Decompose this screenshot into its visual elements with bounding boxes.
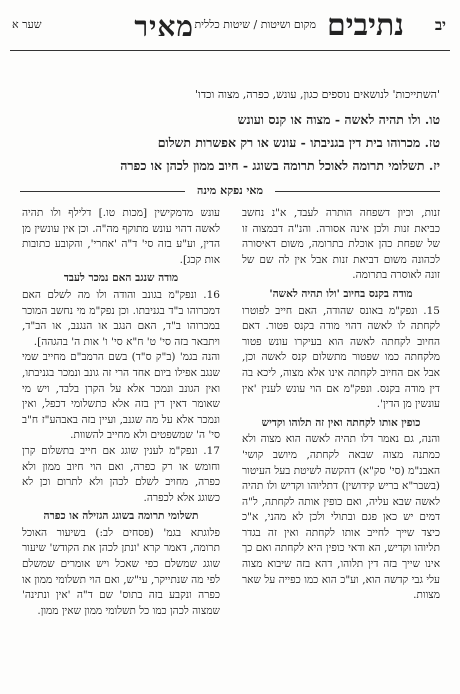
paragraph: והנה בגמ' (ב"ק ס"ד) בשם הרמב"ם מחייב שמי שנגב אפילו ביום אחד הרי זה גונב ונמכר בגניבתו, ואין הגונב ונמכר אלא על הקרן בלבד, ויש מי שאומר דאין דין בזה אלא כתשלומי דכפל, ואין ונמכר אלא על מה שגנב, ועיין בזה באבהע"ז ח"ב סי' ה' שמשפטים ולא מחייב להשוות. [22,351,220,442]
list-item-16 [25,135,440,151]
list-item-15 [25,112,440,128]
paragraph: 15. ונפק"מ באונס שהודה, האם חייב לפוטרו לקחתה לו לאשה דהוי מודה בקנס פטור. דאם החיוב לקחתה לאשה הוא בעיקרו עונש פטור מלקחתה כמו שפטור מתשלום קנס לאשה וכן, אבל אם החיוב לקחתה אינו אלא מצוה, ליכא בה דין מודה בקנס. ונפק"מ אם הוי עונש לענין 'אין עונשין מן הדין'. [242,304,440,411]
list-number: יז. [428,158,440,173]
paragraph: עונש מדמקישין [מכות טו.] דלילף ולו תהיה לאשה דהוי עונש מתוקף מה"ה. וכן אין עונשין מן הדין, וע"ע בזה סי' ד"ה 'אחרי', והקובע כתובות אות קכג]. [22,207,220,266]
list-number: טו. [424,112,440,127]
left-column [22,206,220,619]
subsection-heading: מודה שנגב האם נמכר לעבד [63,272,179,285]
divider-title: מאי נפקא מינה [197,184,263,197]
subsection-heading: תשלומי תרומה בשוגג הגזילה או כפרה [43,510,199,523]
list-text: תשלומי תרומה לאוכל תרומה בשוגג - חיוב ממון לכהן או כפרה [120,158,425,173]
subsection-heading: מודה בקנס בחיוב 'ולו תהיה לאשה' [269,287,413,300]
list-text: ולו תהיה לאשה - מצוה או קנס ועונש [237,112,421,127]
divider-line-right [275,191,440,192]
right-column [242,206,440,604]
list-number: טז. [424,135,440,150]
book-title: נתיבים [327,8,404,43]
paragraph: זנות, וכיון דשפחה הותרה לעבד, א"נ נחשב כביאת זנות ולכן אינה אסורה. והנ"ה דבמצוה זו של שפחת כהן אוכלת בתרומה, משום דאיסורה לכהונה משום דביאת זנות אבל אין לה שם של זונה לאוסרה בתרומה. [242,207,440,282]
paragraph: והנה, גם נאמר דלו תהיה לאשה הוא מצוה ולא כמתנה מצוה שבאה לקחתה, מיושב קושי' האבנ"מ (סי' סק"א) דהקשה לשיטת בעל העיטור (בשבר"א בריש קידושין) דתליוהו וקדיש ולו תהיה לאשה שבא עליה, ואם כופין אותה לקחתה, ל"ה דמים יש כאן פגם ובתולי ולכן לא מהני, א"כ כיצד שייך לחייב אותו לקחתה ואין זה בגדר תליוהו וקדיש, הא ודאי כופין היא לקחתה ואם כך אינו שייך בזה דין תלוהו, דהא בזה שיבוא מצוה עלי גבי קדשה הוא, וע"כ הוא כמו כפייה על שאר מצוות. [242,433,440,602]
page-number: יב [434,16,446,34]
book-author-title: מאיר [134,10,194,43]
page-header [0,0,460,54]
section-divider [20,184,440,198]
header-rule [10,50,450,51]
section-label: שער א [12,18,42,31]
subsection-heading: כופין אותו לקחתה ואין זה תלוהו וקדיש [261,416,421,429]
intro-line: 'השתייכות' לנושאים נוספים כגון, עונש, כפרה, מצוה וכדו' [195,88,440,101]
paragraph: 17. ונפק"מ לענין שוגג אם חייב בתשלום קרן וחומש או רק כפרה, ואם הוי חיוב ממון ולא כפרה, מחויב לשלם לכהן ולא לתרום וכן לא כשוגג אלא לכפרה. [22,444,220,504]
paragraph: 16. ונפק"מ בגונב והודה ולו מה לשלם האם דמכרוהו ב"ד בגניבתו. וכן נפק"מ מי נחשב המוכר במכרוהו ב"ד, האם הנגב או הנגנב, או הב"ד, ויתבאר בזה סי' ט' ח"א סי' ו' אות ה' בהגהה]. [22,288,220,348]
list-text: מכרוהו בית דין בגניבתו - עונש או רק אפשרות תשלום [157,135,421,150]
paragraph: פלוגתא בגמ' (פסחים לב:) בשיעור האוכל תרומה, דאמר קרא 'ונתן לכהן את הקודש' שיעור שוגג שמשלם כפי שאכל ויש אומרים שמשלם לפי מה שנתייקר, עי"ש, ואם הוי תשלומי ממון או כפרה ונקבע בזה בתוס' שם ד"ה 'אין ונתינה' שמצוה לכהן כמו כל תשלומי ממון שאין ממון. [22,526,220,617]
chapter-subtitle: מקום ושיטות / שיטות כללית [194,18,316,31]
divider-line-left [20,191,185,192]
list-item-17 [25,158,440,174]
